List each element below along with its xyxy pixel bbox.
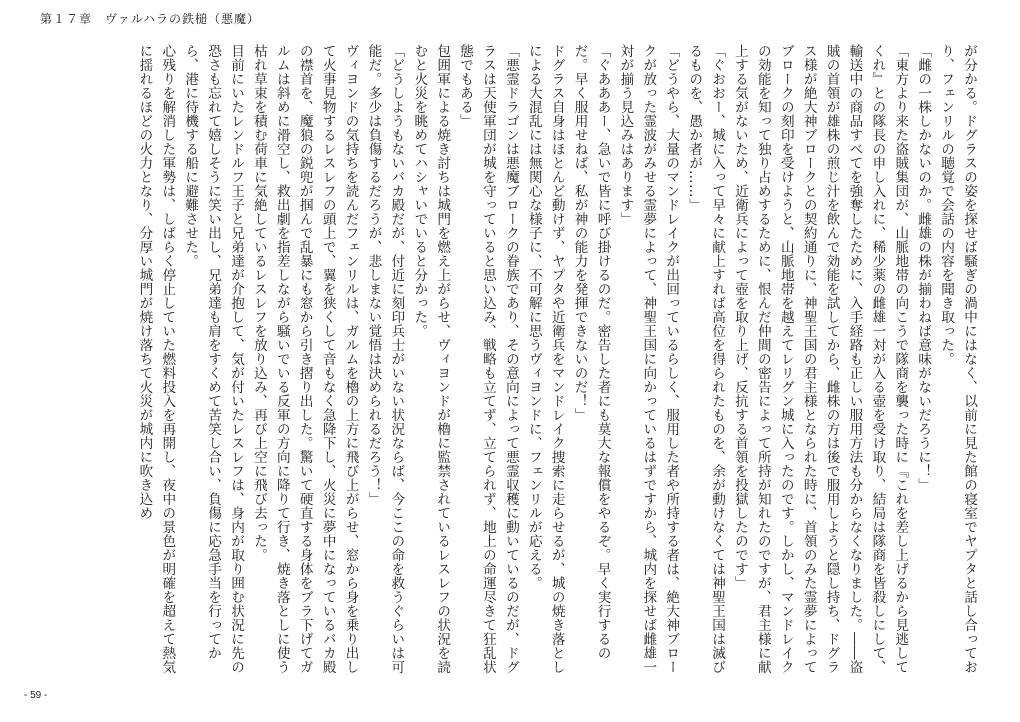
paragraph: 目前にいたレンドルフ王子と兄弟達が介抱して、気が付いたレスレフは、身内が取り囲む状況に先の恐さも忘れて嬉しそうに笑い出し、兄弟達も肩をすくめて苦笑し合い、負傷に応急手当を行ってから、港に待機する船に避難させた。 [182,44,244,674]
paragraph: 「どうやら、大量のマンドレイクが出回っているらしく、服用した者や所持する者は、絶大神ブロークが放った霊波がみせる霊夢によって、神聖王国に向かっているはずですから、城内を探せば雌雄一対が揃う見込みはあります」 [617,44,680,674]
paragraph: 「東方より来た盗賊集団が、山脈地帯の向こうで隊商を襲った時に『これを差し上げるから見逃してくれ』との隊長の申し入れに、稀少薬の雌雄一対が入る壺を受け取り、結局は隊商を皆殺しにして、輸送中の商品すべてを強奪したために、入手経路も正しい服用方法も分からなくなりました。――盗賊の首領が雄株の煎じ汁を飲んで効能を試してから、雌株の方は後で服用しようと隠し持ち、ドグラス様が絶大神ブロークとの契約通りに、神聖王国の君主様となられた時に、首領のみた霊夢によってブロークの刻印を受けようと、山脈地帯を越えてレリグン城に入ったのです。しかし、マンドレイクの効能を知って独り占めするために、恨んだ仲間の密告によって所持が知れたのですが、君主様に献上する気がないため、近衛兵によって壺を取り上げ、反抗する首領を投獄したのです」 [731,44,909,674]
paragraph: ヴィヨンドの気持ちを読んだフェンリルは、ガルムを櫓の上方に飛び上がらせ、窓から身を乗り出して火事見物するレスレフの頭上で、翼を狭くして音もなく急降下し、火災に夢中になっているバカ殿の襟首を、魔狼の鋭兜が掴んで乱暴にも窓から引き摺り出した。驚いて硬直する身体をブラ下げてガルムは斜めに滑空し、救出劇を指差しながら騒いでいる反軍の方向に降りて行き、焼き落としに使う枯れ草束を積む荷車に気絶しているレスレフを放り込み、再び上空に飛び去った。 [250,44,359,674]
page-number: - 59 - [24,690,48,701]
paragraph: 「ぐおおー、城に入って早々に献上すれば高位を得られたものを、余が動けなくては神聖王国は滅びるものを、愚か者が……」 [686,44,726,674]
paragraph: 「雌の一株しかないのか。雌雄の株が揃わねば意味がないだろうに！」 [915,44,932,492]
chapter-header: 第１７章 ヴァルハラの鉄槌（悪魔） [40,12,261,26]
paragraph: 包囲軍による焼き討ちは城門を燃え上がらせ、ヴィヨンドが櫓に監禁されているレスレフの状況を読むと火災を眺めてハシャいでいると分かった。 [411,44,451,674]
paragraph: 心残りを解消した軍勢は、しばらく停止していた燃料投入を再開し、夜中の景色が明確を超えて熱気に揺れるほどの火力となり、分厚い城門が焼け落ちて火災が城内に吹き込め [136,44,176,674]
body-text [42,44,980,680]
paragraph: 「悪霊ドラゴンは悪魔ブロークの眷族であり、その意向によって悪霊収穫に動いているのだが、ドグラスは天使軍団が城を守っていると思い込み、戦略も立てず、立てられず、地上の命運尽きて狂乱状態でもある」 [457,44,519,674]
paragraph: 「どうしようもないバカ殿だが、付近に刻印兵士がいない状況ならば、今ここの命を救うぐらいは可能だ。多少は負傷するだろうが、悲しまない覚悟は決められるだろう！」 [365,44,405,674]
paragraph: ドグラス自身はほとんど動けず、ヤプタや近衛兵をマンドレイク捜索に走らせるが、城の焼き落としによる大混乱には無関心な様子に、不可解に思うヴィヨンドに、フェンリルが応える。 [525,44,565,674]
paragraph: が分かる。ドグラスの姿を探せば騒ぎの渦中にはなく、以前に見た館の寝室でヤプタと話し合っており、フェンリルの聴覚で会話の内容を聞き取った。 [938,44,977,674]
paragraph: 「ぐあああー、急いで皆に呼び掛けるのだ。密告した者にも莫大な報償をやるぞ。早く実行するのだ。早く服用せねば、私が神の能力を発揮できないのだ！」 [571,44,611,660]
